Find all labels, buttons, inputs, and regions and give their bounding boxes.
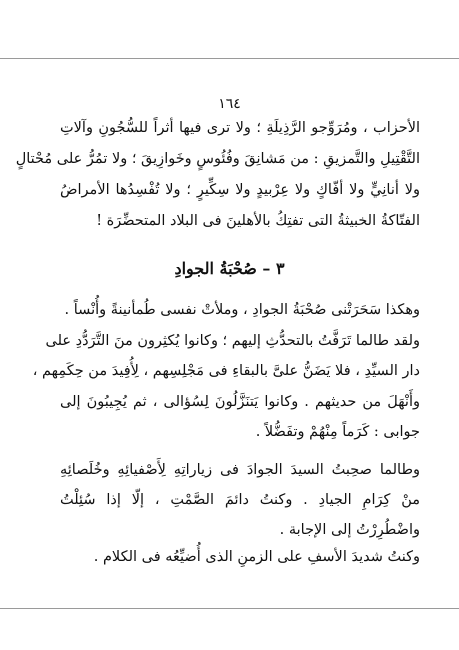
paragraph-line: وطالما صحِبتُ السيدَ الجوادَ فى زياراتِهِ لِأَصْفيائِهِ وخُلَصائِهِ [60, 462, 420, 478]
paragraph-line: ولا أنانِيٍّ ولا أفّاكٍ ولا عِرْبيدٍ ولا سِكِّيرٍ ؛ ولا تُفْسِدُها الأمراضُ [60, 182, 420, 198]
paragraph-line: وكنتُ شديدَ الأسفِ على الزمنِ الذى أُضيِّعُه فى الكلام . [93, 549, 420, 565]
paragraph-line: واضْطُرِرْتُ إلى الإجابة . [279, 522, 420, 538]
paragraph-line: دار السيِّدِ ، فلا يَضَنُّ علىَّ بالبقاءِ فى مَجْلِسِهم ، لِأُفِيدَ من حِكَمِهم ، [32, 363, 420, 379]
paragraph-line: وأَنْهَلَ من حديثهم . وكانوا يَتنَزَّلُونَ لِسُؤالى ، ثم يُجِيبُونَ إلى [60, 394, 420, 410]
bottom-rule [0, 608, 459, 609]
section-heading: ٣ – صُحْبَةُ الجوادِ [174, 259, 285, 278]
top-rule [0, 58, 459, 59]
paragraph-line: الأحزاب ، ومُرَوِّجو الرَّذِيلَةِ ؛ ولا ترى فيها أثراً للسُّجُونِ وآلاتِ [60, 120, 420, 136]
page-number: ١٦٤ [218, 96, 241, 112]
paragraph-line: منْ كِرَامِ الجيادِ . وكنتُ دائمَ الصَّمْتِ ، إلّا إذا سُئِلْتُ [60, 492, 420, 508]
paragraph-line: ولقد طالما تَرَفَّتُ بالتحدُّثِ إليهم ؛ وكانوا يُكثِرون منَ التَّرَدُّدِ على [45, 333, 420, 349]
paragraph-line: جوابى : كَرَماً مِنْهُمْ وتفَضُّلاً . [255, 424, 420, 440]
paragraph-line: وهكذا سَحَرَتْنى صُحْبَةُ الجوادِ ، وملأتْ نفسى طُمأنينةً وأُنْساً . [64, 302, 420, 318]
paragraph-line: الفتّاكةُ الخبيثةُ التى تفتِكُ بالأهلينَ فى البلاد المتحضِّرَة ! [96, 213, 420, 229]
paragraph-line: التَّقْتِيلِ والتَّمزيقِ : من مَشانِقَ وفُئُوسٍ وخَوازِيقَ ؛ ولا تمُرُّ على مُحْتالٍ [15, 151, 420, 167]
